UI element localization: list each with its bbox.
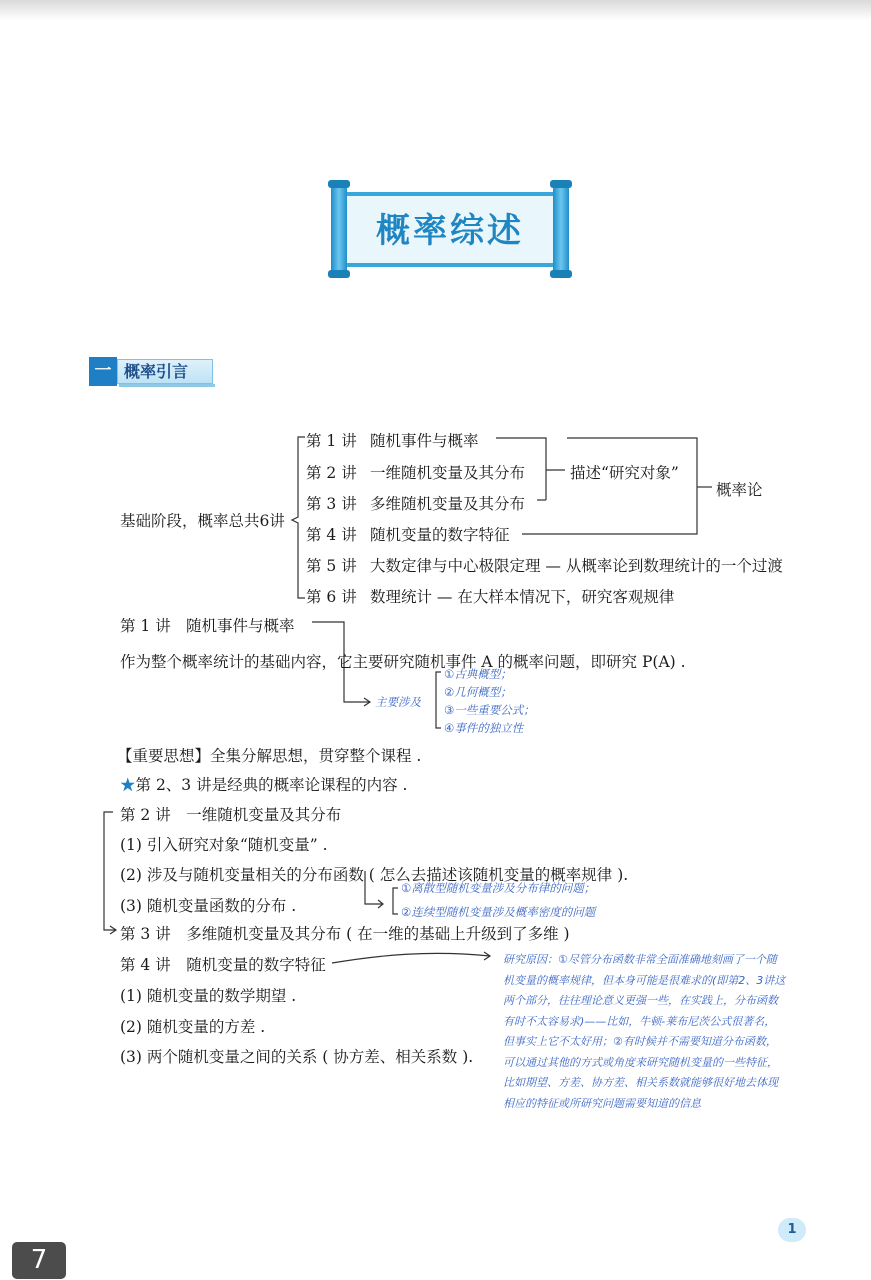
lecture1-note-item: ③一些重要公式；	[444, 703, 535, 717]
lecture4-item: (2) 随机变量的方差 .	[120, 1018, 266, 1036]
overview-lecture-name: 随机变量的数字特征	[370, 526, 510, 544]
viewer-page-badge[interactable]: 7	[12, 1242, 66, 1279]
overview-lecture-no: 第 4 讲	[306, 526, 357, 544]
lecture4-heading: 第 4 讲 随机变量的数字特征	[120, 956, 326, 974]
overview-lecture-name: 随机事件与概率	[370, 432, 479, 450]
scroll-cap	[328, 270, 350, 278]
key-idea: 【重要思想】全集分解思想，贯穿整个课程 .	[117, 747, 422, 765]
star-note	[120, 773, 407, 795]
scroll-cap	[328, 180, 350, 188]
lecture4-note: 研究原因：①尽管分布函数非常全面准确地刻画了一个随机变量的概率规律，但本身可能是很难求的(即第2、3讲这两个部分，往往理论意义更强一些，在实践上，分布函数有时不太容易求)——比如，牛顿-莱布尼茨公式很著名，但事实上它不太好用；②有时候并不需要知道分布函数，可以通过其他的方式或角度来研究随机变量的一些特征，比如期望、方差、协方差、相关系数就能够很好地去体现相应的特征或所研究问题需要知道的信息	[503, 953, 786, 1110]
scroll-cap	[550, 270, 572, 278]
lecture1-heading-name: 随机事件与概率	[186, 617, 295, 635]
section-title: 概率引言	[117, 359, 213, 384]
lecture2-heading: 第 2 讲 一维随机变量及其分布	[120, 806, 342, 824]
overview-lecture-no: 第 6 讲	[306, 588, 357, 606]
lecture2-note: ①离散型随机变量涉及分布律的问题；	[401, 881, 596, 895]
lecture1-note-label: 主要涉及	[375, 695, 421, 709]
overview-lecture-no: 第 5 讲	[306, 557, 357, 575]
group-label: 描述“研究对象”	[570, 464, 679, 482]
section-number: 一	[89, 357, 117, 386]
page-number: 1	[778, 1218, 806, 1242]
overview-lecture-name: 数理统计 — 在大样本情况下，研究客观规律	[370, 588, 675, 606]
scroll-cap	[550, 180, 572, 188]
page-title: 概率综述	[376, 211, 524, 251]
scroll-roller-right	[553, 184, 569, 276]
lecture2-item: (3) 随机变量函数的分布 .	[120, 897, 297, 915]
star-note-text: 第 2、3 讲是经典的概率论课程的内容 .	[135, 776, 408, 794]
lecture2-item: (1) 引入研究对象“随机变量” .	[120, 836, 328, 854]
lecture2-item: (2) 涉及与随机变量相关的分布函数 ( 怎么去描述该随机变量的概率规律 ).	[120, 866, 629, 884]
lecture1-heading-no: 第 1 讲	[120, 617, 171, 635]
overview-lecture-no: 第 3 讲	[306, 495, 357, 513]
page-top-shade	[0, 0, 871, 20]
lecture1-note-item: ④事件的独立性	[444, 721, 524, 735]
star-icon: ★	[120, 776, 136, 794]
overview-lecture-name: 多维随机变量及其分布	[370, 495, 526, 513]
result-label: 概率论	[716, 481, 763, 499]
lecture3-heading: 第 3 讲 多维随机变量及其分布 ( 在一维的基础上升级到了多维 )	[120, 925, 570, 943]
overview-lecture-no: 第 2 讲	[306, 464, 357, 482]
lecture4-item: (1) 随机变量的数学期望 .	[120, 987, 297, 1005]
overview-lecture-name: 大数定律与中心极限定理 — 从概率论到数理统计的一个过渡	[370, 557, 783, 575]
overview-root: 基础阶段，概率总共6讲	[120, 512, 285, 530]
lecture1-note-item: ①古典概型；	[444, 667, 512, 681]
section-underline	[119, 384, 215, 387]
lecture4-item: (3) 两个随机变量之间的关系 ( 协方差、相关系数 ).	[120, 1048, 474, 1066]
lecture1-desc: 作为整个概率统计的基础内容，它主要研究随机事件 A 的概率问题，即研究 P(A) .	[120, 653, 686, 671]
lecture1-note-item: ②几何概型；	[444, 685, 512, 699]
overview-lecture-no: 第 1 讲	[306, 432, 357, 450]
overview-lecture-name: 一维随机变量及其分布	[370, 464, 526, 482]
lecture2-note: ②连续型随机变量涉及概率密度的问题	[401, 905, 596, 919]
